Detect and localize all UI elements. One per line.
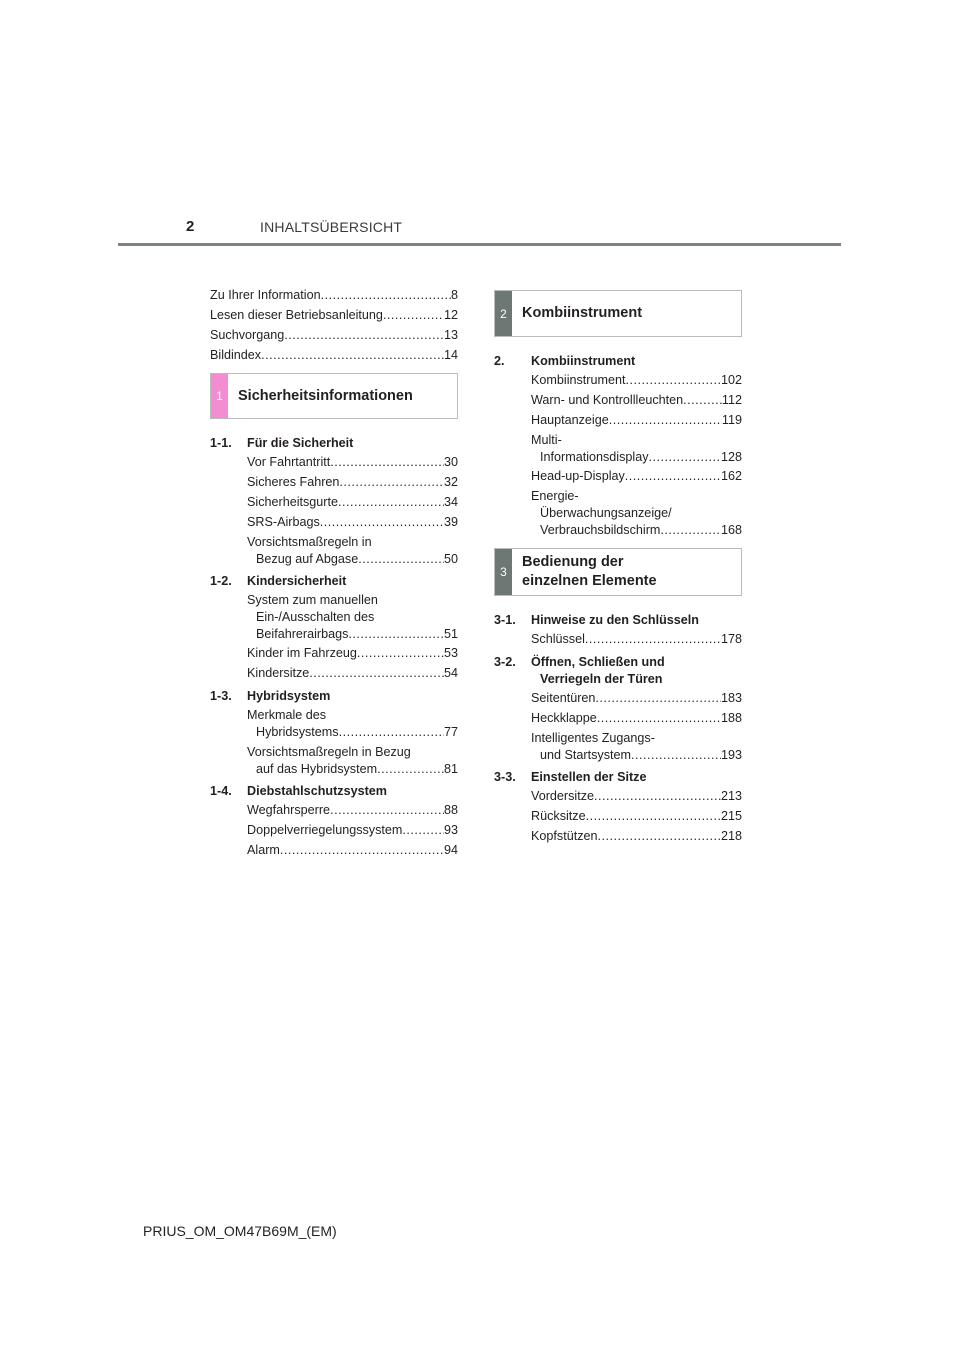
toc-entry[interactable] — [210, 663, 458, 683]
toc-entry[interactable] — [210, 285, 458, 305]
toc-entry[interactable] — [494, 786, 742, 806]
toc-page: 213 — [720, 789, 742, 803]
toc-page: 77 — [443, 725, 458, 739]
section-title-line2: Verriegeln der Türen — [540, 672, 663, 686]
leader-dots — [261, 345, 444, 365]
toc-entry[interactable] — [494, 708, 742, 728]
toc-entry[interactable] — [210, 345, 458, 365]
toc-entry[interactable] — [494, 826, 742, 846]
left-column — [210, 285, 458, 860]
toc-entry[interactable] — [210, 452, 458, 472]
section-number: 1-2. — [210, 574, 232, 588]
toc-label-line: Energie- — [531, 489, 579, 503]
section-heading — [494, 353, 742, 370]
toc-page: 112 — [721, 393, 742, 407]
toc-label-line: Ein-/Ausschalten des — [256, 610, 375, 624]
toc-label: Kopfstützen — [531, 829, 598, 843]
document-code: PRIUS_OM_OM47B69M_(EM) — [143, 1223, 337, 1239]
toc-page: 178 — [720, 632, 742, 646]
section-heading — [494, 612, 742, 629]
section-number: 1-1. — [210, 436, 232, 450]
toc-page: 215 — [720, 809, 742, 823]
section-title: Kindersicherheit — [247, 574, 347, 588]
toc-label: Zu Ihrer Information — [210, 288, 321, 302]
toc-page: 162 — [720, 469, 742, 483]
leader-dots — [598, 826, 721, 846]
toc-page: 193 — [720, 748, 742, 762]
toc-label: Heckklappe — [531, 711, 597, 725]
leader-dots — [595, 688, 721, 708]
toc-page: 12 — [443, 308, 458, 322]
toc-label: Rücksitze — [531, 809, 586, 823]
toc-page: 168 — [720, 523, 742, 537]
section-number: 3-3. — [494, 770, 516, 784]
section-heading — [210, 783, 458, 800]
section-heading — [494, 769, 742, 786]
toc-label: Kinder im Fahrzeug — [247, 646, 357, 660]
toc-label: Seitentüren — [531, 691, 596, 705]
toc-label: Verbrauchsbildschirm — [540, 523, 661, 537]
toc-page: 88 — [443, 803, 458, 817]
leader-dots — [348, 626, 444, 643]
section-title: Für die Sicherheit — [247, 436, 354, 450]
section-number: 1-3. — [210, 689, 232, 703]
leader-dots — [284, 325, 444, 345]
chapter-2-tab: 2 — [495, 291, 512, 336]
toc-entry[interactable] — [494, 688, 742, 708]
leader-dots — [594, 786, 721, 806]
toc-page: 39 — [443, 515, 458, 529]
toc-page: 93 — [443, 823, 458, 837]
section-title: Hybridsystem — [247, 689, 331, 703]
toc-entry[interactable] — [494, 806, 742, 826]
chapter-3-tab: 3 — [495, 549, 512, 595]
toc-label: Alarm — [247, 843, 280, 857]
section-number: 3-1. — [494, 613, 516, 627]
toc-label: Informationsdisplay — [540, 450, 649, 464]
toc-label: Head-up-Display — [531, 469, 625, 483]
toc-label: Vordersitze — [531, 789, 594, 803]
chapter-3-title-line1: Bedienung der — [522, 554, 624, 570]
section-title: Diebstahlschutzsystem — [247, 784, 387, 798]
toc-label-line: Überwachungsanzeige/ — [540, 506, 672, 520]
leader-dots — [358, 551, 444, 568]
chapter-3-box[interactable] — [494, 548, 742, 596]
toc-label: Kombiinstrument — [531, 373, 626, 387]
toc-entry[interactable] — [210, 512, 458, 532]
leader-dots — [321, 285, 451, 305]
toc-page: 34 — [443, 495, 458, 509]
toc-page: 54 — [443, 666, 458, 680]
toc-label: und Startsystem — [540, 748, 631, 762]
header-rule — [118, 243, 841, 246]
leader-dots — [586, 806, 721, 826]
section-title — [531, 654, 742, 688]
toc-label: Kindersitze — [247, 666, 310, 680]
page-header-title: INHALTSÜBERSICHT — [260, 219, 403, 235]
section-heading — [210, 435, 458, 452]
toc-entry[interactable] — [210, 643, 458, 663]
toc-label-line: Vorsichtsmaßregeln in — [247, 535, 372, 549]
toc-label: Doppelverriegelungssystem — [247, 823, 403, 837]
section-heading — [210, 688, 458, 705]
toc-entry[interactable] — [494, 730, 742, 764]
toc-page: 8 — [450, 288, 458, 302]
toc-page: 32 — [443, 475, 458, 489]
leader-dots — [585, 629, 721, 649]
toc-label: auf das Hybridsystem — [256, 762, 378, 776]
leader-dots — [339, 472, 444, 492]
toc-page: 13 — [443, 328, 458, 342]
leader-dots — [660, 522, 721, 539]
section-number: 1-4. — [210, 784, 232, 798]
chapter-2-title: Kombiinstrument — [522, 305, 643, 321]
toc-entry[interactable] — [494, 488, 742, 539]
toc-label: Sicheres Fahren — [247, 475, 340, 489]
toc-page: 183 — [720, 691, 742, 705]
leader-dots — [357, 643, 444, 663]
chapter-1-title: Sicherheitsinformationen — [238, 387, 413, 404]
chapter-1-tab: 1 — [211, 374, 228, 418]
chapter-3-title — [512, 549, 657, 595]
toc-entry[interactable] — [210, 820, 458, 840]
section-title: Kombiinstrument — [531, 354, 636, 368]
leader-dots — [280, 840, 444, 860]
chapter-2-box[interactable] — [494, 290, 742, 337]
toc-entry[interactable] — [210, 325, 458, 345]
toc-page: 218 — [720, 829, 742, 843]
leader-dots — [338, 492, 444, 512]
toc-page: 102 — [720, 373, 742, 387]
toc-entry[interactable] — [210, 492, 458, 512]
toc-entry[interactable] — [494, 629, 742, 649]
toc-page: 128 — [720, 450, 742, 464]
section-heading — [494, 654, 742, 688]
toc-label-line: Intelligentes Zugangs- — [531, 731, 655, 745]
toc-entry[interactable] — [494, 390, 742, 410]
toc-label: SRS-Airbags — [247, 515, 320, 529]
leader-dots — [625, 466, 721, 486]
leader-dots — [383, 305, 444, 325]
toc-entry[interactable] — [210, 472, 458, 492]
toc-label: Lesen dieser Betriebsanleitung — [210, 308, 383, 322]
toc-entry[interactable] — [210, 707, 458, 741]
page-number: 2 — [186, 218, 195, 235]
toc-entry[interactable] — [210, 592, 458, 643]
toc-label: Hybridsystems — [256, 725, 339, 739]
toc-entry[interactable] — [210, 305, 458, 325]
leader-dots — [631, 747, 721, 764]
leader-dots — [320, 512, 444, 532]
section-number: 3-2. — [494, 655, 516, 669]
toc-label: Beifahrerairbags — [256, 627, 349, 641]
toc-label: Hauptanzeige — [531, 413, 609, 427]
section-heading — [210, 573, 458, 590]
toc-entry[interactable] — [494, 466, 742, 486]
leader-dots — [626, 370, 721, 390]
toc-entry[interactable] — [210, 744, 458, 778]
toc-page: 119 — [721, 413, 742, 427]
toc-label-line: Multi- — [531, 433, 562, 447]
section-number: 2. — [494, 354, 505, 368]
toc-page: 81 — [443, 762, 458, 776]
toc-label: Bildindex — [210, 348, 262, 362]
chapter-1-box[interactable] — [210, 373, 458, 419]
chapter-3-title-line2: einzelnen Elemente — [522, 573, 657, 589]
leader-dots — [309, 663, 444, 683]
toc-label: Warn- und Kontrollleuchten — [531, 393, 684, 407]
toc-entry[interactable] — [494, 370, 742, 390]
toc-page: 51 — [443, 627, 458, 641]
leader-dots — [339, 724, 444, 741]
leader-dots — [597, 708, 721, 728]
toc-entry[interactable] — [494, 410, 742, 430]
toc-page: 188 — [720, 711, 742, 725]
toc-page: 94 — [443, 843, 458, 857]
toc-label: Sicherheitsgurte — [247, 495, 339, 509]
section-title: Hinweise zu den Schlüsseln — [531, 613, 699, 627]
toc-page: 53 — [443, 646, 458, 660]
toc-entry[interactable] — [210, 534, 458, 568]
leader-dots — [377, 761, 444, 778]
toc-label-line: Merkmale des — [247, 708, 327, 722]
toc-label: Bezug auf Abgase — [256, 552, 359, 566]
toc-entry[interactable] — [494, 432, 742, 466]
toc-label: Suchvorgang — [210, 328, 285, 342]
leader-dots — [402, 820, 444, 840]
toc-label-line: Vorsichtsmaßregeln in Bezug — [247, 745, 411, 759]
toc-page: 50 — [443, 552, 458, 566]
section-title-line1: Öffnen, Schließen und — [531, 655, 665, 669]
toc-entry[interactable] — [210, 800, 458, 820]
leader-dots — [330, 800, 444, 820]
toc-label: Wegfahrsperre — [247, 803, 331, 817]
toc-label-line: System zum manuellen — [247, 593, 378, 607]
leader-dots — [609, 410, 722, 430]
toc-page: 30 — [443, 455, 458, 469]
leader-dots — [330, 452, 444, 472]
toc-label: Schlüssel — [531, 632, 585, 646]
leader-dots — [683, 390, 722, 410]
toc-label: Vor Fahrtantritt — [247, 455, 331, 469]
toc-entry[interactable] — [210, 840, 458, 860]
toc-page: 14 — [443, 348, 458, 362]
section-title: Einstellen der Sitze — [531, 770, 647, 784]
leader-dots — [649, 449, 721, 466]
right-column — [494, 290, 742, 846]
